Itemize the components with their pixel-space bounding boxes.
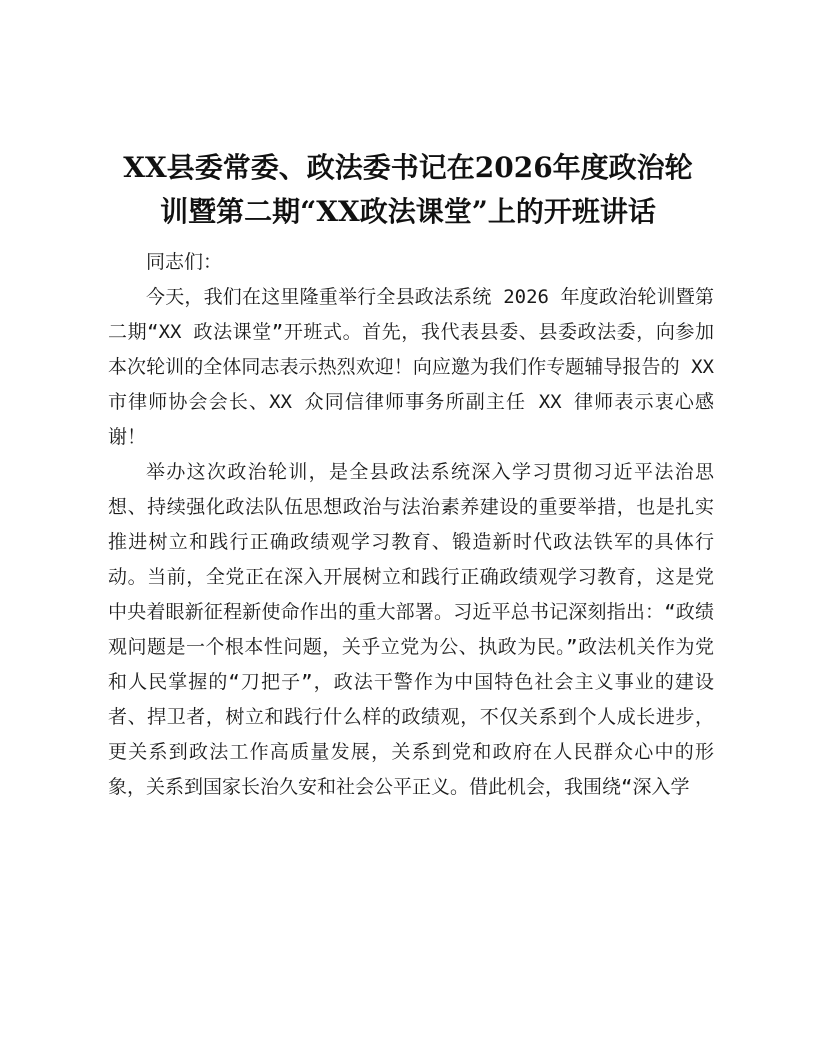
document-body xyxy=(108,245,714,805)
paragraph-purpose: 举办这次政治轮训，是全县政法系统深入学习贯彻习近平法治思想、持续强化政法队伍思想政治与法治素养建设的重要举措，也是扎实推进树立和践行正确政绩观学习教育、锻造新时代政法铁军的具体行动。当前，全党正在深入开展树立和践行正确政绩观学习教育，这是党中央着眼新征程新使命作出的重大部署。习近平总书记深刻指出：“政绩观问题是一个根本性问题，关乎立党为公、执政为民。”政法机关作为党和人民掌握的“刀把子”，政法干警作为中国特色社会主义事业的建设者、捍卫者，树立和践行什么样的政绩观，不仅关系到个人成长进步，更关系到政法工作高质量发展，关系到党和政府在人民群众心中的形象，关系到国家长治久安和社会公平正义。借此机会，我围绕“深入学 xyxy=(108,461,714,798)
document-title xyxy=(100,146,716,234)
paragraph-opening: 今天，我们在这里隆重举行全县政法系统 2026 年度政治轮训暨第二期“XX 政法课堂”开班式。首先，我代表县委、县委政法委，向参加本次轮训的全体同志表示热烈欢迎！向应邀为我们作专题辅导报告的 XX 市律师协会会长、XX 众同信律师事务所副主任 XX 律师表示衷心感谢！ xyxy=(108,286,714,448)
title-line-2: 训暨第二期“XX政法课堂”上的开班讲话 xyxy=(160,195,656,228)
salutation: 同志们： xyxy=(146,251,223,273)
title-line-1: XX县委常委、政法委书记在2026年度政治轮 xyxy=(123,151,693,184)
